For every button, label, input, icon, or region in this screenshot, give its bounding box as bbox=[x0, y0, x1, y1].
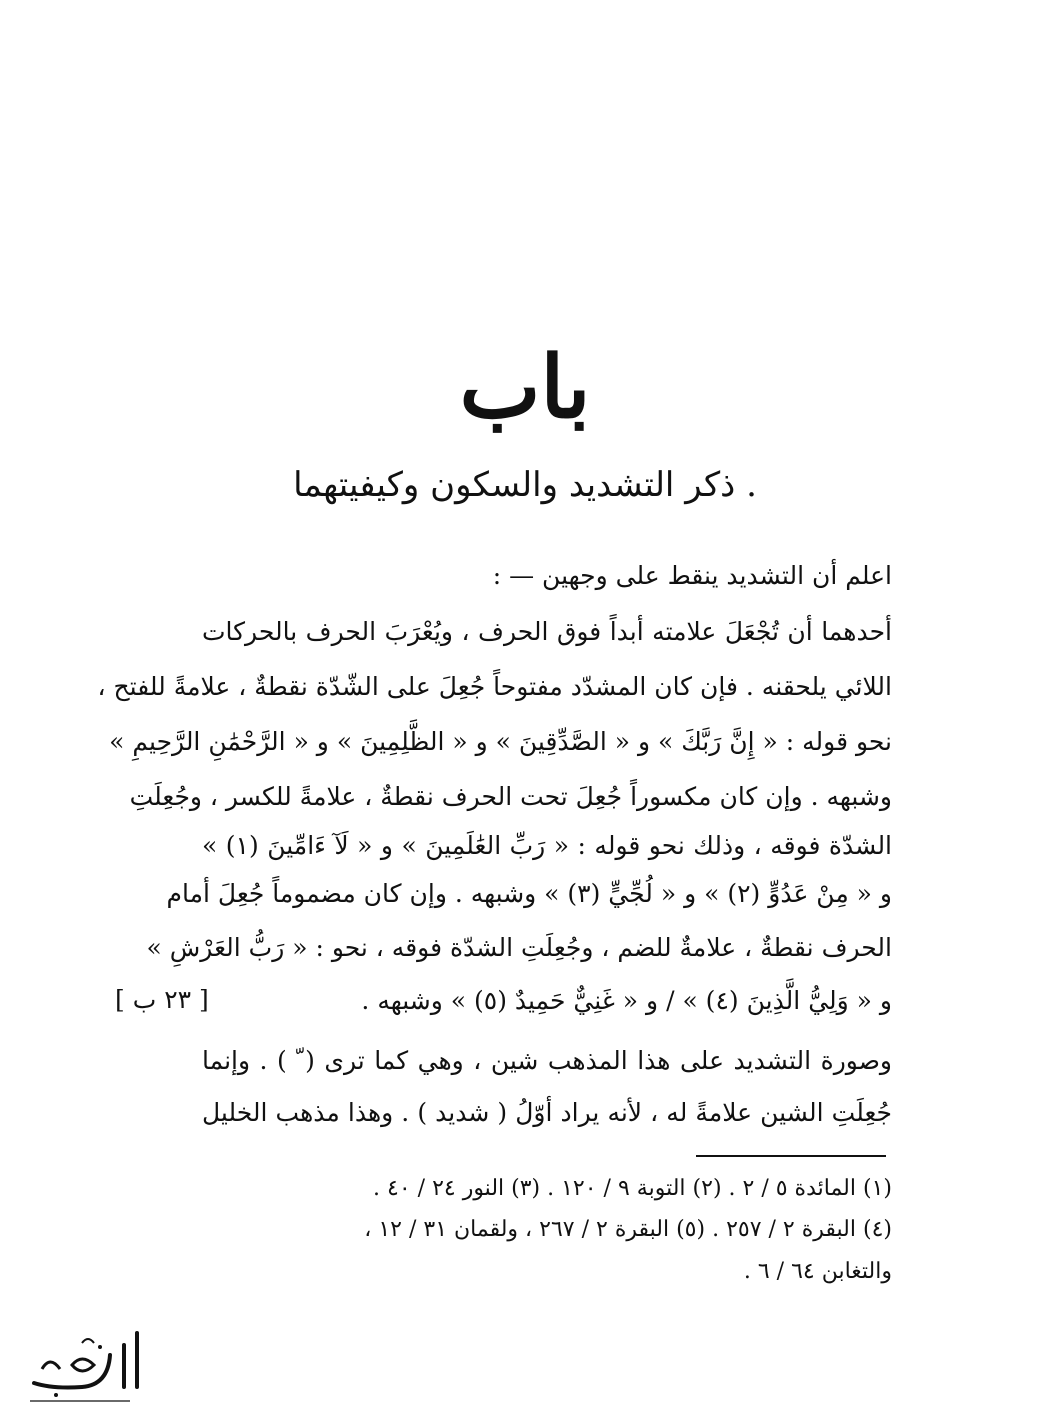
footnote-line: والتغابن ٦٤ / ٦ . bbox=[743, 1259, 892, 1284]
paragraph-line: جُعِلَتِ الشين علامةً له ، لأنه يراد أوّلُ ( شديد ) . وهذا مذهب الخليل bbox=[202, 1098, 892, 1127]
paragraph-line: وشبهه . وإن كان مكسوراً جُعِلَ تحت الحرف نقطةٌ ، علامةً للكسر ، وجُعِلَتِ bbox=[129, 782, 892, 811]
calligraphy-stamp-icon bbox=[12, 1325, 147, 1415]
paragraph-line: نحو قوله : « إِنَّ رَبَّكَ » و « الصَّدِّقِينَ » و « الظَّلِمِينَ » و « الرَّحْمَٰنِ الرَّحِيمِ » bbox=[109, 727, 892, 756]
paragraph-line: و « وَلِيُّ الَّذِينَ (٤) » / و « غَنِيٌّ حَمِيدٌ (٥) » وشبهه . bbox=[361, 986, 892, 1015]
manuscript-page-marker: [ ٢٣ ب ] bbox=[115, 985, 209, 1014]
paragraph-line: اللائي يلحقنه . فإن كان المشدّد مفتوحاً جُعِلَ على الشّدّة نقطةٌ ، علامةً للفتح ، bbox=[97, 672, 892, 701]
paragraph-line: وصورة التشديد على هذا المذهب شين ، وهي كما ترى ( ّ ) . وإنما bbox=[202, 1046, 892, 1075]
paragraph-line: أحدهما أن تُجْعَلَ علامته أبداً فوق الحرف ، ويُعْرَبَ الحرف بالحركات bbox=[202, 617, 892, 646]
paragraph-line: و « مِنْ عَدُوٍّ (٢) » و « لُجِّيٍّ (٣) » وشبهه . وإن كان مضموماً جُعِلَ أمام bbox=[166, 879, 892, 908]
paragraph-line: الحرف نقطةٌ ، علامةٌ للضم ، وجُعِلَتِ الشدّة فوقه ، نحو : « رَبُّ العَرْشِ » bbox=[146, 933, 892, 962]
footnote-line: (١) المائدة ٥ / ٢ . (٢) التوبة ٩ / ١٢٠ . (٣) النور ٢٤ / ٤٠ . bbox=[373, 1176, 892, 1201]
footnote-line: (٤) البقرة ٢ / ٢٥٧ . (٥) البقرة ٢ / ٢٦٧ ، ولقمان ٣١ / ١٢ ، bbox=[364, 1217, 892, 1242]
paragraph-line: الشدّة فوقه ، وذلك نحو قوله : « رَبِّ العَٰلَمِينَ » و « لَآ ءَامِّينَ (١) » bbox=[202, 831, 893, 860]
library-stamp-logo bbox=[12, 1325, 147, 1415]
paragraph-line: اعلم أن التشديد ينقط على وجهين — : bbox=[492, 561, 892, 590]
chapter-subtitle: ذكر التشديد والسكون وكيفيتهما . bbox=[293, 465, 757, 505]
footnote-divider bbox=[696, 1155, 886, 1157]
chapter-heading: باب bbox=[459, 337, 591, 438]
